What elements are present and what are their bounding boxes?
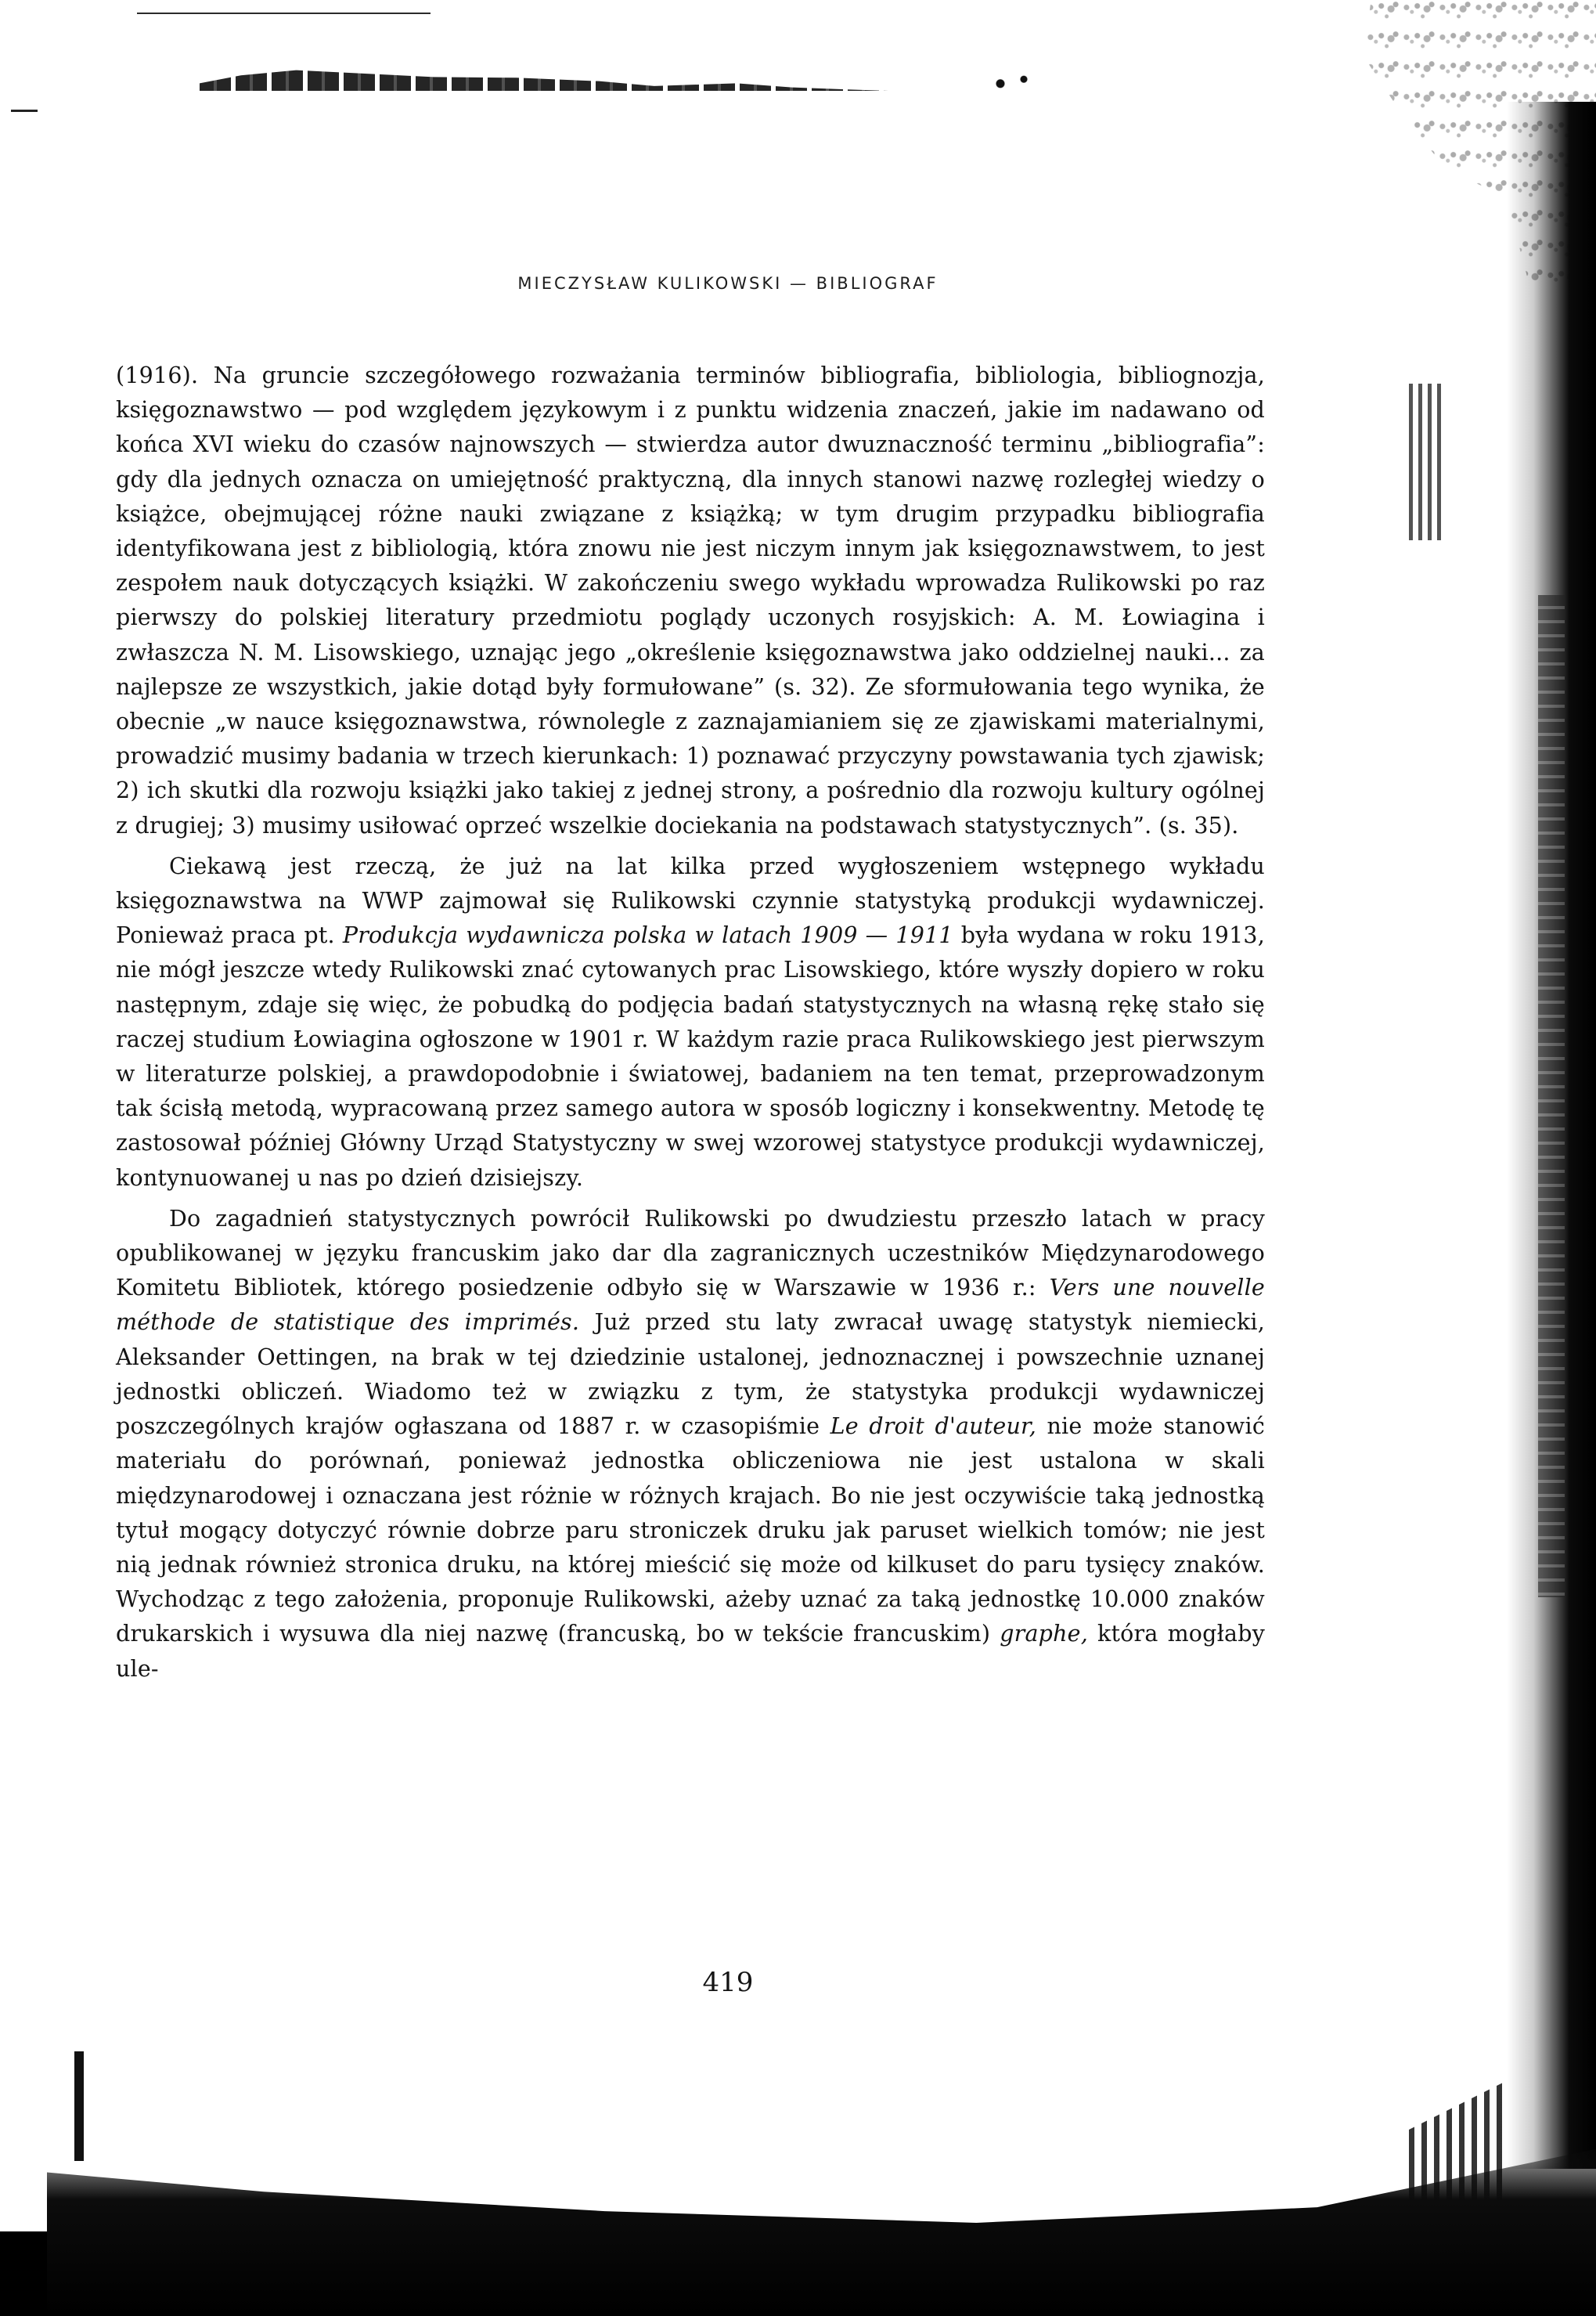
paragraph-2 — [116, 850, 1265, 1196]
paragraph-2-text-start: Ciekawą jest rzeczą, że już na lat kilka przed wygłoszeniem wstępnego wykładu księgoznawstwa na WWP zajmował się Rulikowski czynnie statystyką produkcji wydawniczej. Ponieważ praca pt. — [116, 853, 1265, 949]
paragraph-3-journal-italic: Le droit d'auteur, — [830, 1413, 1036, 1440]
paragraph-1 — [116, 359, 1265, 843]
scan-left-bottom-edge — [0, 2231, 47, 2316]
paragraph-3-text-middle: Już przed stu laty zwracał uwagę statystyk niemiecki, Aleksander Oettingen, na brak w tej dziedzinie ustalonej, jednoznacznej i powszechnie uznanej jednostki obliczeń. Wiadomo też w związku z tym, że statystyka produkcji wydawniczej poszczególnych krajów ogłaszana od 1887 r. w czasopiśmie — [116, 1309, 1265, 1440]
paragraph-1-text: (1916). Na gruncie szczegółowego rozważania terminów bibliografia, bibliologia, bibliognozja, księgoznawstwo — pod względem językowym i z punktu widzenia znaczeń, jakie im nadawano od końca XVI wieku do czasów najnowszych — stwierdza autor dwuznaczność terminu „bibliografia”: gdy dla jednych oznacza on umiejętność praktyczną, dla innych stanowi nazwę rozległej wiedzy o książce, obejmującej różne nauki związane z książką; w tym drugim przypadku bibliografia identyfikowana jest z bibliologią, która znowu nie jest niczym innym jak księgoznawstwem, to jest zespołem nauk dotyczących książki. W zakończeniu swego wykładu wprowadza Rulikowski po raz pierwszy do polskiej literatury przedmiotu poglądy uczonych rosyjskich: A. M. Łowiagina i zwłaszcza N. M. Lisowskiego, uznając jego „określenie księgoznawstwa jako oddzielnej nauki... za najlepsze ze wszystkich, jakie dotąd były formułowane” (s. 32). Ze sformułowania tego wynika, że obecnie „w nauce księgoznawstwa, równolegle z zaznajamianiem się ze zjawiskami materialnymi, prowadzić musimy badania w trzech kierunkach: 1) poznawać przyczyny powstawania tych zjawisk; 2) ich skutki dla rozwoju książki jako takiej z jednej strony, a pośrednio dla rozwoju kultury ogólnej z drugiej; 3) musimy usiłować oprzeć wszelkie dociekania na podstawach statystycznych”. (s. 35). — [116, 363, 1265, 839]
page-body — [116, 359, 1265, 1693]
paragraph-2-text-end: była wydana w roku 1913, nie mógł jeszcze wtedy Rulikowski znać cytowanych prac Lisowskiego, które wyszły dopiero w roku następnym, zdaje się więc, że pobudką do podjęcia badań statystycznych na własną rękę stało się raczej studium Łowiagina ogłoszone w 1901 r. W każdym razie praca Rulikowskiego jest pierwszym w literaturze polskiej, a prawdopodobnie i światowej, badaniem na ten temat, przeprowadzonym tak ścisłą metodą, wypracowaną przez samego autora w sposób logiczny i konsekwentny. Metodę tę zastosował później Główny Urząd Statystyczny w swej wzorowej statystyce produkcji wydawniczej, kontynuowanej u nas po dzień dzisiejszy. — [116, 922, 1266, 1191]
scan-right-stripe-upper — [1409, 384, 1445, 540]
scan-bottom-left-bar — [74, 2051, 84, 2161]
paragraph-3-term-italic: graphe, — [1000, 1621, 1089, 1647]
scan-top-smudge — [200, 56, 888, 91]
paragraph-3-text-end: która mogłaby ule- — [116, 1621, 1265, 1682]
scan-top-rule — [137, 13, 431, 14]
scan-top-marks — [986, 70, 1033, 92]
page-number: 419 — [702, 1967, 754, 1998]
scan-right-stripe-lower — [1538, 595, 1565, 1597]
paragraph-3 — [116, 1202, 1265, 1686]
scan-corner-mark — [11, 110, 38, 112]
scan-bottom-band — [47, 2122, 1596, 2316]
paragraph-3-text-start: Do zagadnień statystycznych powrócił Rulikowski po dwudziestu przeszło latach w pracy opublikowanej w języku francuskim jako dar dla zagranicznych uczestników Międzynarodowego Komitetu Bibliotek, którego posiedzenie odbyło się w Warszawie w 1936 r.: — [116, 1205, 1265, 1301]
running-head: MIECZYSŁAW KULIKOWSKI — BIBLIOGRAF — [517, 274, 939, 293]
paragraph-2-title-italic: Produkcja wydawnicza polska w latach 1909 — 1911 — [342, 922, 953, 949]
paragraph-3-title-italic: Vers une nouvelle méthode de statistique des imprimés. — [116, 1275, 1266, 1336]
paragraph-3-text-middle-2: nie może stanowić materiału do porównań, ponieważ jednostka obliczeniowa nie jest ustalona w skali międzynarodowej i oznaczana jest różnie w różnych krajach. Bo nie jest oczywiście taką jednostką tytuł mogący dotyczyć równie dobrze paru stroniczek druku jak paruset wielkich tomów; nie jest nią jednak również stronica druku, na której mieścić się może od kilkuset do paru tysięcy znaków. Wychodząc z tego założenia, proponuje Rulikowski, ażeby uznać za taką jednostkę 10.000 znaków drukarskich i wysuwa dla niej nazwę (francuską, bo w tekście francuskim) — [116, 1413, 1265, 1647]
